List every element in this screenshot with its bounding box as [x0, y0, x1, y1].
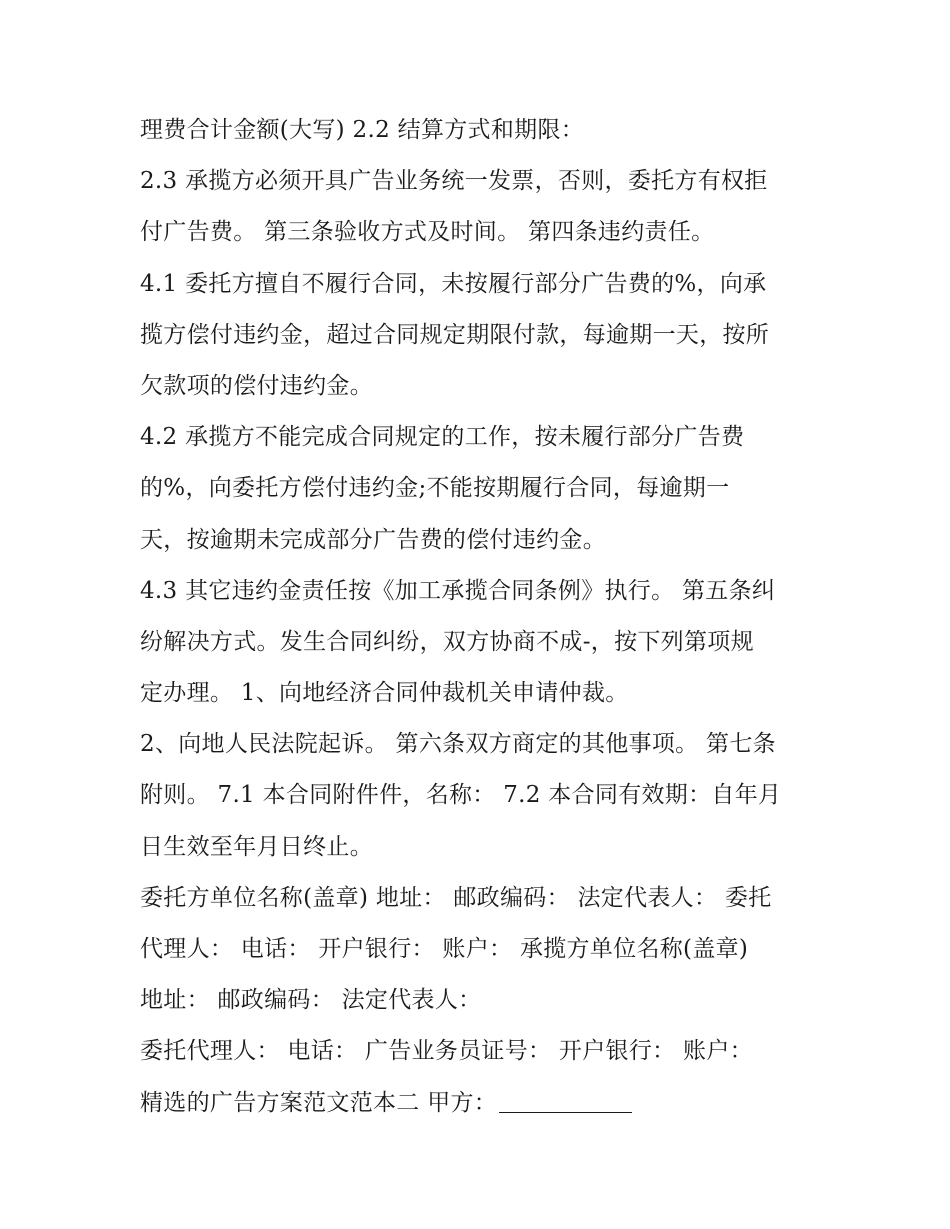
text-line: 2、向地人民法院起诉。 第六条双方商定的其他事项。 第七条 [140, 731, 776, 758]
text-line: 4.1 委托方擅自不履行合同，未按履行部分广告费的%，向承 [140, 270, 767, 297]
text-line: 委托方单位名称(盖章) 地址： 邮政编码： 法定代表人： 委托 [140, 884, 772, 911]
text-line: 欠款项的偿付违约金。 [140, 372, 373, 399]
text-line: 纷解决方式。发生合同纠纷，双方协商不成-，按下列第项规 [140, 628, 754, 655]
document-body [140, 105, 820, 1129]
text-line: 的%，向委托方偿付违约金;不能按期履行合同，每逾期一 [140, 475, 730, 502]
text-line: 地址： 邮政编码： 法定代表人： [140, 987, 482, 1014]
text-line: 4.3 其它违约金责任按《加工承揽合同条例》执行。 第五条纠 [140, 577, 776, 604]
text-line: 附则。 7.1 本合同附件件，名称： 7.2 本合同有效期：自年月 [140, 782, 782, 809]
fill-in-blank [499, 1090, 632, 1113]
text-line: 4.2 承揽方不能完成合同规定的工作，按未履行部分广告费 [140, 424, 745, 451]
text-line: 日生效至年月日终止。 [140, 833, 373, 860]
text-line: 代理人： 电话： 开户银行： 账户： 承揽方单位名称(盖章) [140, 936, 749, 962]
last-text-line [140, 1078, 820, 1129]
text-line: 揽方偿付违约金，超过合同规定期限付款，每逾期一天，按所 [140, 321, 770, 348]
text-line: 理费合计金额(大写) 2.2 结算方式和期限： [140, 117, 585, 143]
last-line-text: 精选的广告方案范文范本二 甲方： [140, 1089, 498, 1116]
text-line: 付广告费。 第三条验收方式及时间。 第四条违约责任。 [140, 219, 715, 246]
text-line: 天，按逾期未完成部分广告费的偿付违约金。 [140, 526, 606, 553]
text-line: 2.3 承揽方必须开具广告业务统一发票，否则，委托方有权拒 [140, 168, 768, 195]
text-line: 委托代理人： 电话： 广告业务员证号： 开户银行： 账户： [140, 1038, 753, 1065]
text-line: 定办理。 1、向地经济合同仲裁机关申请仲裁。 [140, 680, 629, 707]
